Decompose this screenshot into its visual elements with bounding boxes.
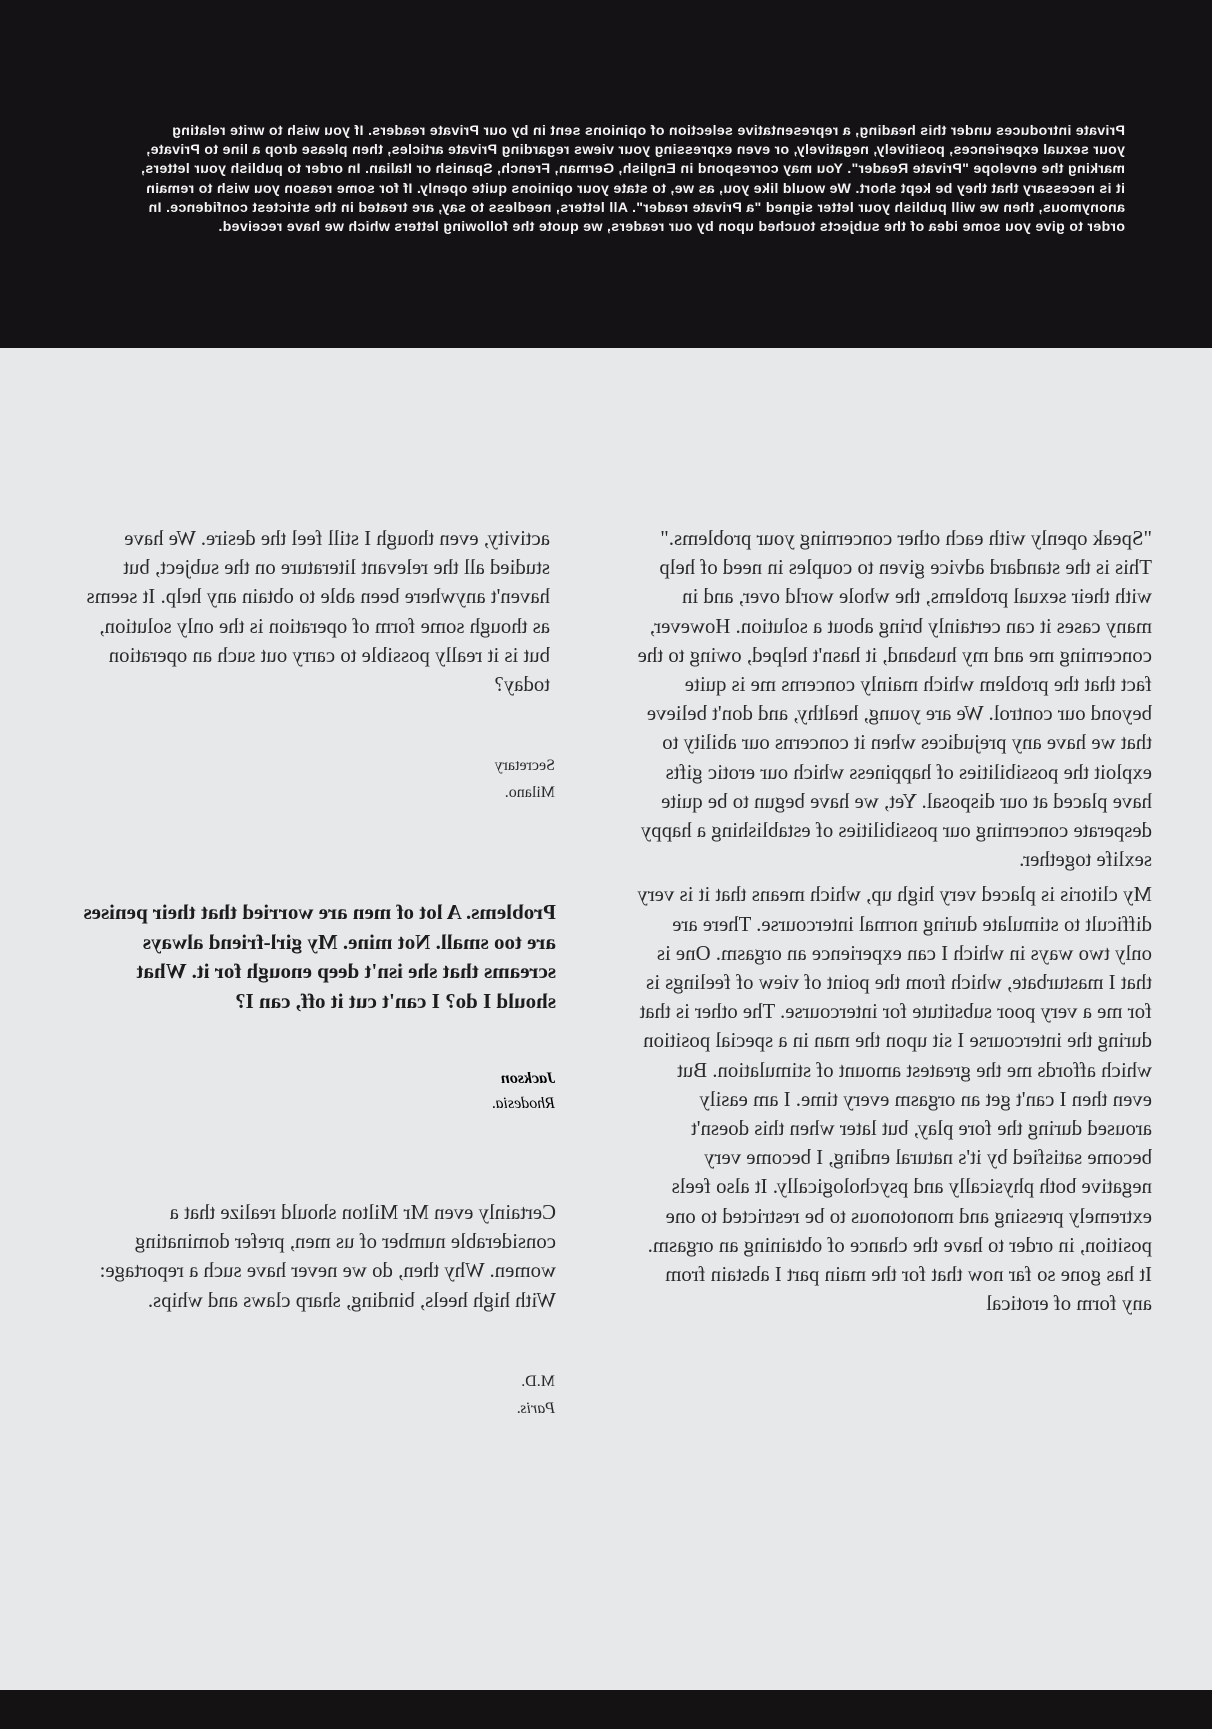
header-band (0, 0, 1212, 348)
letter-2-signature: Jackson (500, 1070, 555, 1087)
letter-2-place: Rhodesia. (491, 1095, 555, 1112)
letter-1-continuation-text: activity, even though I still feel the desire. We have studied all the relevant literature on the subject, but haven't anywhere been able to obtain any help. It seems as though some form of operation is the only solution, but is it really possible to carry out such an operation today? (86, 527, 550, 697)
letter-1-place: Milano. (504, 784, 555, 801)
letter-1-paragraph: "Speak openly with each other concerning your problems." This is the standard advice given to couples in need of help with their sexual problems, the whole world over, and in many cases it can certainly bring about a solution. However, concerning me and my husband, it hasn't helped, owing to the fact that the problem which mainly concerns me is quite beyond our control. We are young, healthy, and don't believe that we have any prejudices when it concerns our ability to exploit the possibilities of happiness which our erotic gifts have placed at our disposal. Yet, we have begun to be quite desperate concerning our possibilities of establishing a happy sexlife together. (637, 527, 1152, 872)
intro-text: Private introduces under this heading, a representative selection of opinions sent in by our Private readers. If you wish to write relating your sexual experiences, positively, negatively, or even expressing your views regarding Private articles, then please drop a line to Private, marking the envelope "Private Reader". You may correspond in English, German, French, Spanish or Italian. In order to publish your letters, it is necessary that they be kept short. We would like you, as we, to state your opinions quite openly. If for some reason you wish to remain anonymous, then we will publish your letter signed "a Private reader". All letters, needless to say, are treated in the strictest confidence. In order to give you some idea of the subjects touched upon by our readers, we quote the following letters which we have received. (140, 123, 1125, 236)
letter-1-signature: Secretary (494, 757, 555, 774)
letter-1-continuation (72, 524, 550, 699)
letter-3-text: Certainly even Mr Milton should realize that a considerable number of us men, prefer dominating women. Why then, do we never have such a reportage: With high heels, binding, sharp claws and whips. (99, 1201, 556, 1312)
letter-1-column (636, 524, 1152, 1318)
letter-1-paragraph: My clitoris is placed very high up, which means that it is very difficult to stimulate during normal intercourse. There are only two ways in which I can experience an orgasm. One is that I masturbate, which from the point of view of feelings is for me a very poor substitute for intercourse. The other is that during the intercourse I sit upon the man in a special position which affords me the greatest amount of stimulation. But even then I can't get an orgasm every time. I am easily aroused during the fore play, but later when this doesn't become satisfied by it's natural ending, I become very negative both physically and psychologically. It also feels extremely pressing and monotonous to be restricted to one position, in order to have the chance of obtaining an orgasm. (637, 883, 1152, 1257)
letter-3-signature: M.D. (521, 1373, 555, 1390)
letter-1-signature-block (440, 752, 555, 806)
letter-2-signature-block (440, 1066, 555, 1116)
letter-3-signature-block (440, 1368, 555, 1422)
bottom-band (0, 1690, 1212, 1729)
letter-2-text: Problems. A lot of men are worried that their penises are too small. Not mine. My girl-friend always screams that she isn't deep enough for it. What should I do? I can't cut it off, can I? (83, 900, 556, 1013)
letter-3-place: Paris. (516, 1400, 555, 1417)
letter-2 (72, 898, 556, 1016)
letter-3 (72, 1198, 556, 1315)
letter-1-paragraph: It has gone so far now that for the main part I abstain from any form of erotical (665, 1263, 1152, 1316)
